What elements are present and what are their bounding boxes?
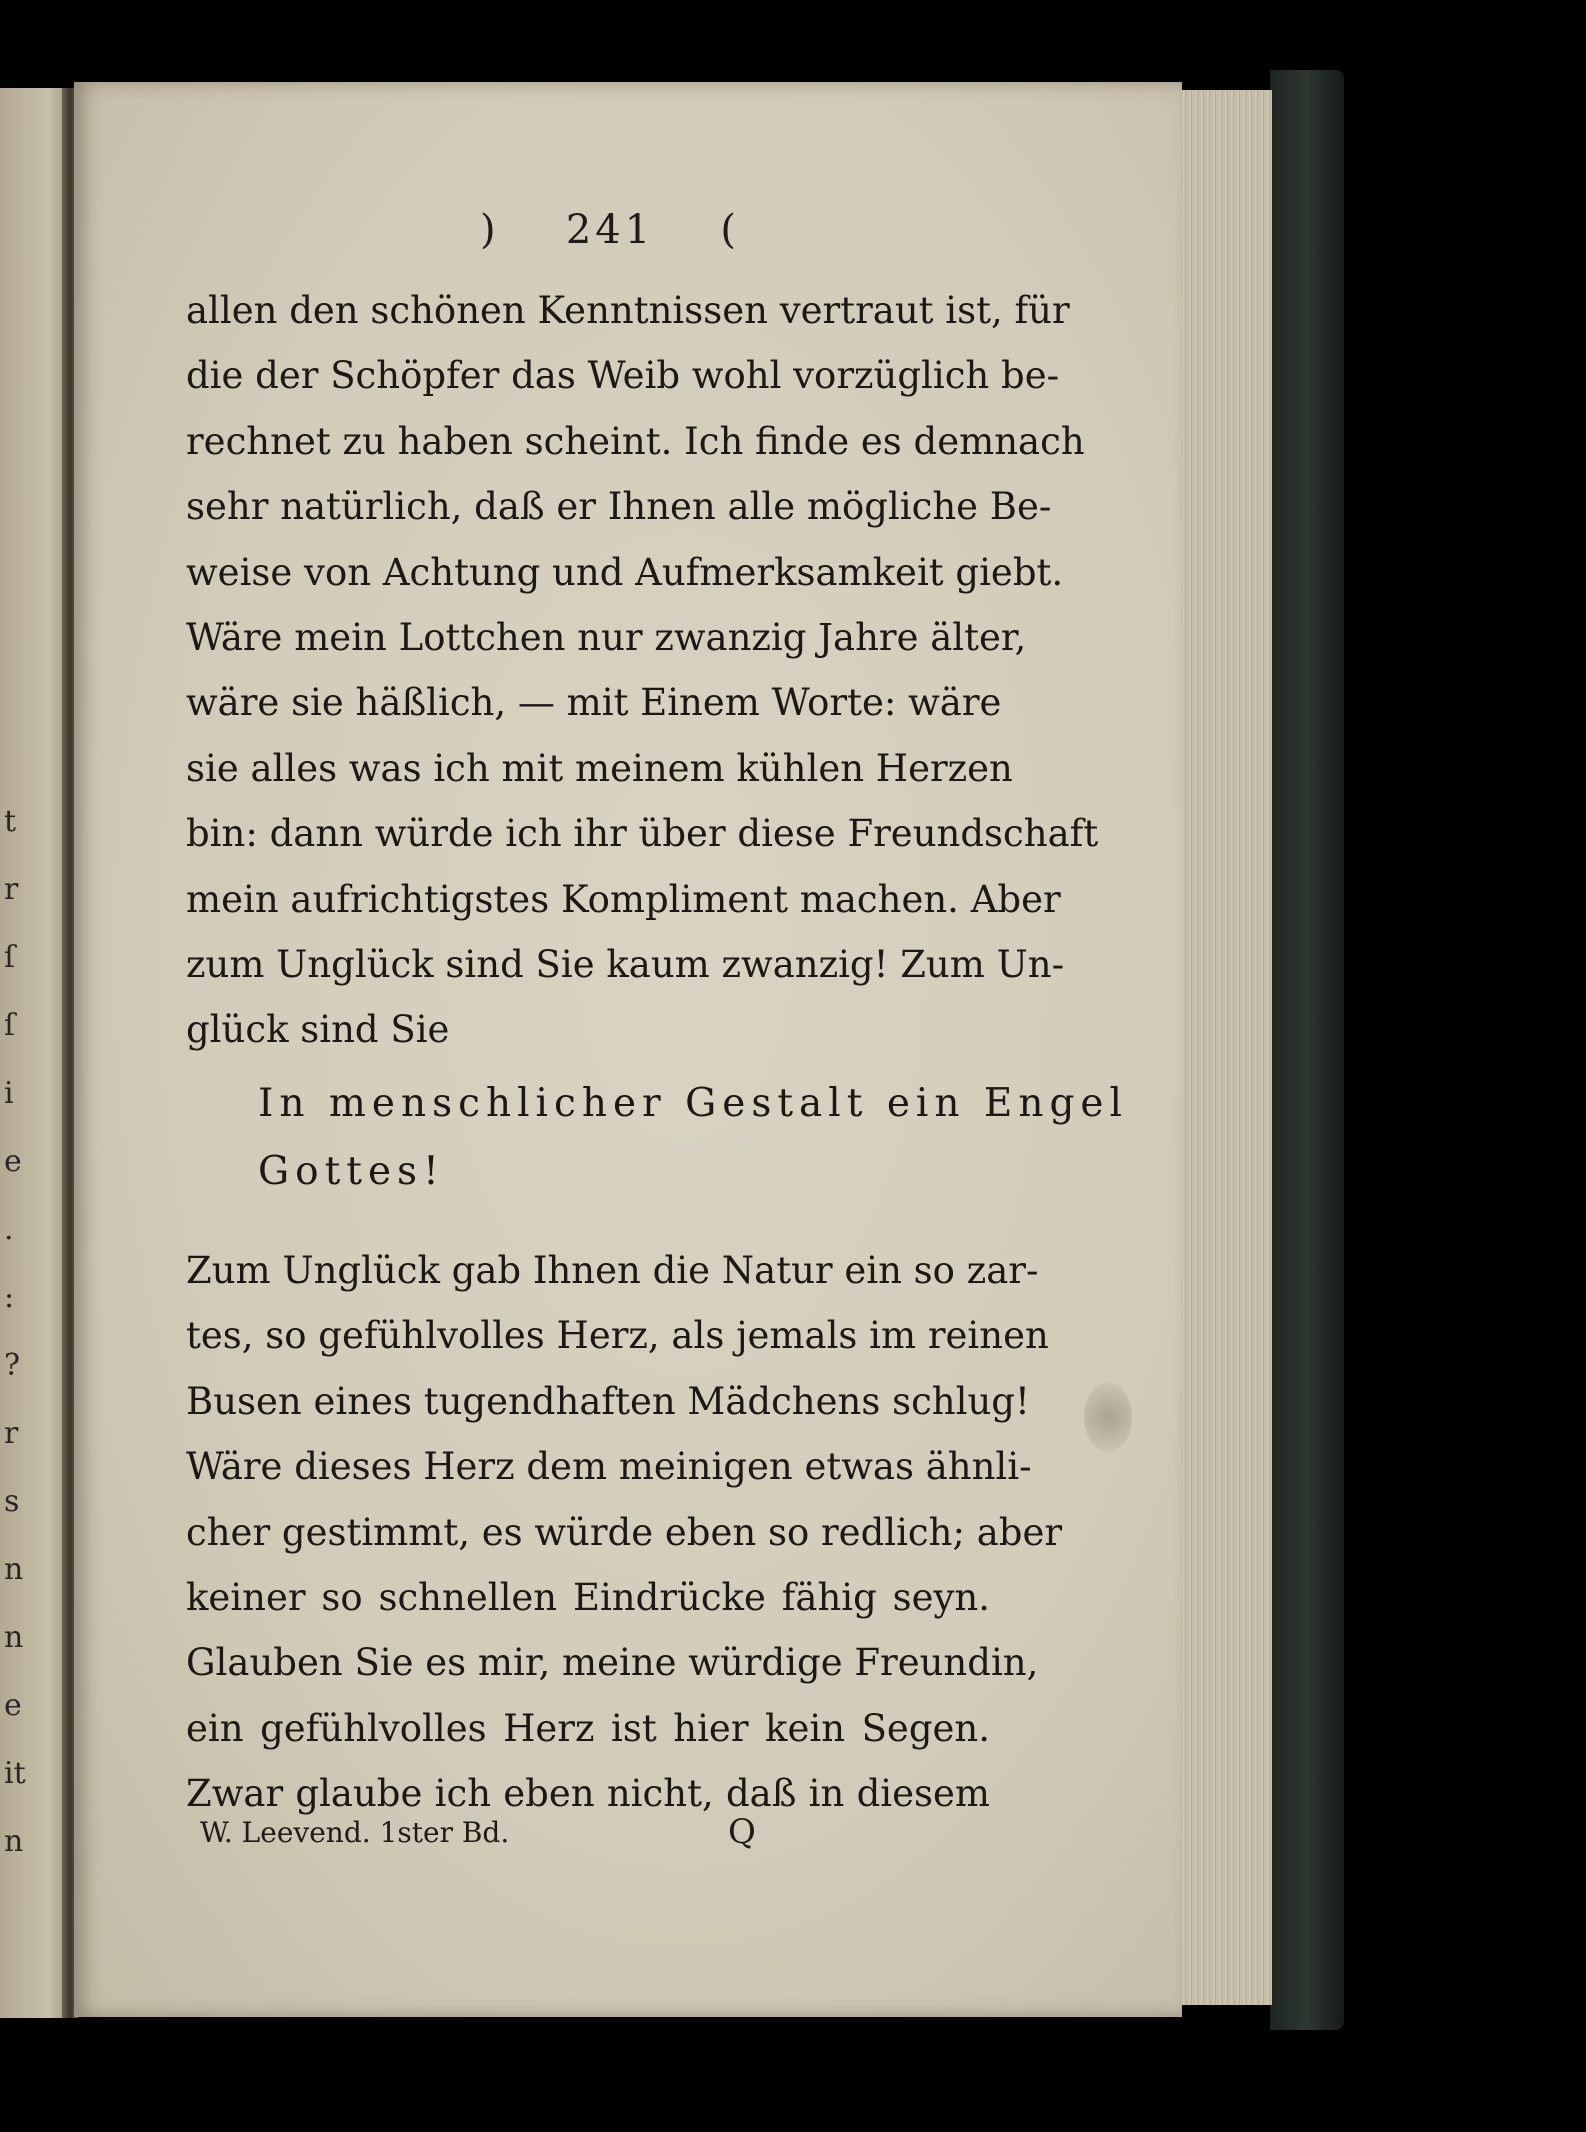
left-fragment: . xyxy=(4,1212,14,1247)
quote-line: Gottes! xyxy=(258,1149,445,1194)
left-fragment: s xyxy=(4,1484,20,1519)
left-fragment: it xyxy=(4,1756,26,1791)
text-line: die der Schöpfer das Weib wohl vorzüglich be- xyxy=(186,354,1060,398)
left-page-edge xyxy=(0,88,70,2018)
sheet-mark: Q xyxy=(728,1812,756,1852)
text-line: Glauben Sie es mir, meine würdige Freundin, xyxy=(186,1641,1039,1685)
text-line: zum Unglück sind Sie kaum zwanzig! Zum Un- xyxy=(186,943,1065,987)
text-line: bin: dann würde ich ihr über diese Freundschaft xyxy=(186,812,1099,856)
paper-stain xyxy=(1084,1382,1132,1452)
text-line: keiner so schnellen Eindrücke fähig seyn. xyxy=(186,1576,990,1620)
text-line: Zwar glaube ich eben nicht, daß in diesem xyxy=(186,1772,990,1816)
text-line: Zum Unglück gab Ihnen die Natur ein so zar- xyxy=(186,1249,1039,1292)
header-paren-left: ) xyxy=(480,207,500,253)
text-line: Wäre mein Lottchen nur zwanzig Jahre älter, xyxy=(186,616,1027,660)
quote-block xyxy=(258,1070,1128,1206)
text-line: weise von Achtung und Aufmerksamkeit giebt. xyxy=(186,550,1064,594)
left-fragment: e xyxy=(4,1688,22,1723)
left-fragment: t xyxy=(4,804,17,839)
signature-mark: W. Leevend. 1ster Bd. xyxy=(200,1816,510,1849)
page-footer xyxy=(200,1812,800,1860)
page-number: 241 xyxy=(565,207,655,253)
left-fragment: r xyxy=(4,1416,19,1451)
paragraph-1 xyxy=(186,278,1099,1063)
text-line: glück sind Sie xyxy=(186,1008,450,1052)
left-fragment: n xyxy=(4,1824,24,1859)
page-header xyxy=(480,200,740,260)
text-line: rechnet zu haben scheint. Ich finde es demnach xyxy=(186,419,1085,463)
text-line: wäre sie häßlich, — mit Einem Worte: wäre xyxy=(186,681,1002,725)
left-fragment: r xyxy=(4,872,19,907)
left-fragment: i xyxy=(4,1076,14,1111)
book-cover xyxy=(1270,70,1344,2030)
text-line: Wäre dieses Herz dem meinigen etwas ähnli- xyxy=(186,1445,1032,1489)
text-line: tes, so gefühlvolles Herz, als jemals im reinen xyxy=(186,1314,1049,1358)
paragraph-2 xyxy=(186,1238,1063,1827)
text-line: sehr natürlich, daß er Ihnen alle mögliche Be- xyxy=(186,485,1052,529)
left-fragment: ? xyxy=(4,1348,21,1383)
text-line: ein gefühlvolles Herz ist hier kein Segen. xyxy=(186,1706,990,1750)
left-fragment: ſ xyxy=(4,940,16,975)
left-fragment: : xyxy=(4,1280,15,1315)
text-line: sie alles was ich mit meinem kühlen Herzen xyxy=(186,746,1013,790)
text-line: cher gestimmt, es würde eben so redlich; aber xyxy=(186,1510,1063,1554)
left-fragment: ſ xyxy=(4,1008,16,1043)
header-paren-right: ( xyxy=(720,207,740,253)
left-fragment: n xyxy=(4,1552,24,1587)
quote-line: In menschlicher Gestalt ein Engel xyxy=(258,1081,1128,1126)
page-edges xyxy=(1180,90,1272,2005)
left-fragment: e xyxy=(4,1144,22,1179)
text-line: allen den schönen Kenntnissen vertraut ist, für xyxy=(186,289,1070,332)
left-fragment: n xyxy=(4,1620,24,1655)
text-line: Busen eines tugendhaften Mädchens schlug! xyxy=(186,1379,1030,1423)
left-page-fragments xyxy=(4,788,44,1876)
text-line: mein aufrichtigstes Kompliment machen. Aber xyxy=(186,877,1061,921)
